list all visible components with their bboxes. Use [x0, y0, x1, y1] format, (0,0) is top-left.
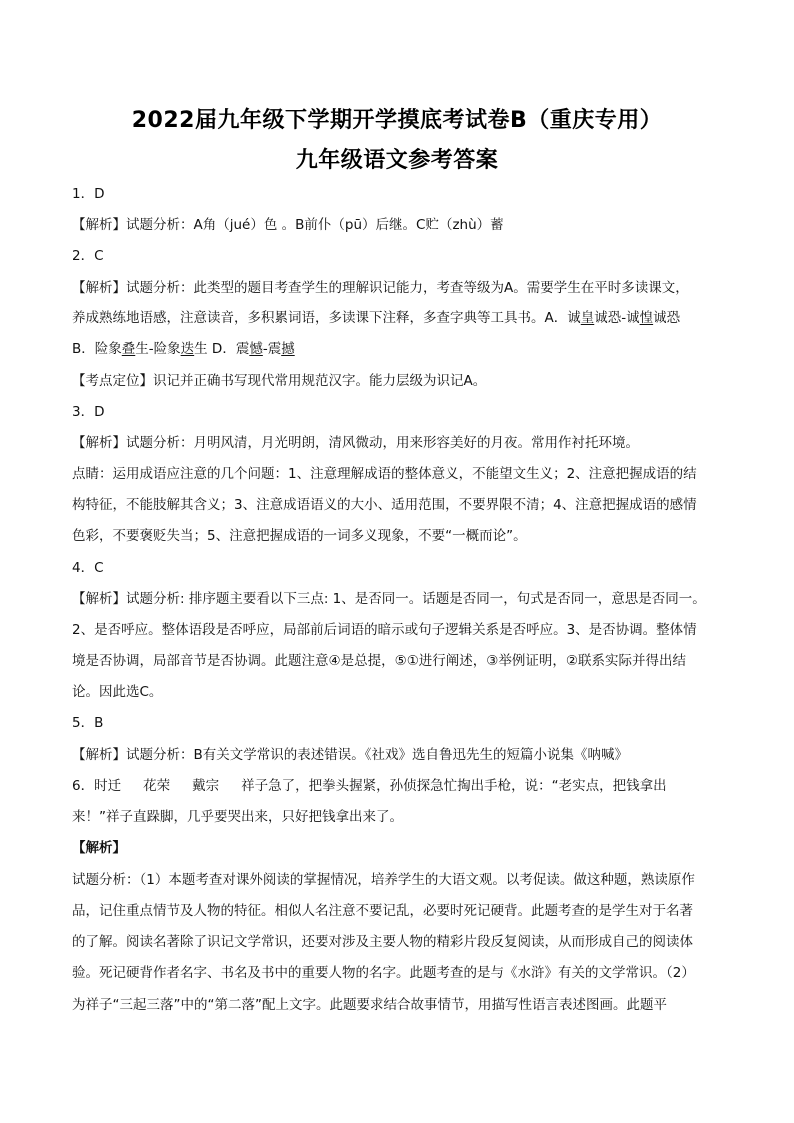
underlined-char: 迭 [180, 341, 195, 357]
underlined-char: 撼 [281, 341, 295, 357]
document-subtitle: 九年级语文参考答案 [295, 148, 499, 173]
analysis-tag: 【解析】 [72, 435, 126, 451]
text-run: 生 D．震 [194, 341, 250, 357]
q1-answer: 1．D [72, 186, 105, 202]
analysis-tag: 【解析】 [72, 591, 126, 607]
q3-note-line-2: 构特征，不能肢解其含义；3、注意成语语义的大小、适用范围，不要界限不清；4、注意把握成语的感情 [72, 497, 697, 513]
q2-analysis-line-3 [72, 339, 295, 359]
analysis-tag: 【解析】 [72, 280, 126, 296]
analysis-text: 试题分析：A角（jué）色 。B前仆（pū）后继。C贮（zhù）蓄 [126, 217, 504, 233]
analysis-text: 试题分析: 排序题主要看以下三点: 1、是否同一。话题是否同一，句式是否同一，意思是否同一。 [126, 591, 706, 607]
text-run: 养成熟练地语感，注意读音，多积累词语，多读课下注释，多查字典等工具书。A．诚 [72, 310, 581, 326]
q1-analysis [72, 215, 504, 235]
q6-analysis-tag: 【解析】 [72, 840, 126, 856]
point-text: 识记并正确书写现代常用规范汉字。能力层级为识记A。 [153, 373, 487, 389]
answer-item: 戴宗 [192, 778, 220, 794]
q3-answer: 3．D [72, 404, 105, 420]
q6-analysis-line-1: 试题分析：（1）本题考查对课外阅读的掌握情况，培养学生的大语文观。以考促读。做这种题，熟读原作 [72, 872, 695, 888]
q6-analysis-line-2: 品，记住重点情节及人物的特征。相似人名注意不要记乱，必要时死记硬背。此题考查的是学生对于名著 [72, 903, 693, 919]
answer-item: 花荣 [143, 778, 171, 794]
text-run: B．险象 [72, 341, 122, 357]
analysis-tag: 【解析】 [72, 747, 126, 763]
q2-analysis-line-1 [72, 278, 689, 298]
point-tag: 【考点定位】 [72, 373, 153, 389]
q4-analysis-line-4: 论。因此选C。 [72, 684, 163, 700]
q6-analysis-line-5: 为祥子“三起三落”中的“第二落”配上文字。此题要求结合故事情节，用描写性语言表述图画。此题平 [72, 997, 667, 1013]
text-run: 诚恐 [653, 310, 681, 326]
question-number: 6． [72, 778, 95, 794]
q3-note-line-1: 点睛：运用成语应注意的几个问题：1、注意理解成语的整体意义，不能望文生义；2、注意把握成语的结 [72, 466, 697, 482]
underlined-char: 憾 [249, 341, 263, 357]
q6-answer-line-2: 来！”祥子直跺脚，几乎要哭出来，只好把钱拿出来了。 [72, 809, 403, 825]
q3-note-line-3: 色彩，不要褒贬失当；5、注意把握成语的一词多义现象，不要“一概而论”。 [72, 528, 527, 544]
analysis-text: 试题分析：月明风清，月光明朗，清风微动，用来形容美好的月夜。常用作衬托环境。 [126, 435, 639, 451]
document-title: 2022届九年级下学期开学摸底考试卷B（重庆专用） [131, 108, 663, 133]
q6-answer-line-1 [72, 776, 667, 796]
text-run: 生-险象 [135, 341, 181, 357]
q2-analysis-line-2 [72, 308, 680, 328]
answer-item: 祥子急了，把拳头握紧，孙侦探急忙掏出手枪，说：“老实点，把钱拿出 [241, 778, 667, 794]
analysis-text: 试题分析：此类型的题目考查学生的理解识记能力，考查等级为A。需要学生在平时多读课文， [126, 280, 689, 296]
text-run: 诚恐-诚 [594, 310, 640, 326]
underlined-char: 皇 [580, 310, 595, 326]
analysis-text: 试题分析：B有关文学常识的表述错误。《社戏》选自鲁迅先生的短篇小说集《呐喊》 [126, 747, 629, 763]
q3-analysis [72, 433, 639, 453]
q2-point [72, 371, 486, 391]
q6-analysis-line-4: 验。死记硬背作者名字、书名及书中的重要人物的名字。此题考查的是与《水浒》有关的文学常识。（2） [72, 965, 695, 981]
q4-analysis-line-1 [72, 589, 706, 609]
q5-answer: 5．B [72, 715, 104, 731]
underlined-char: 惶 [639, 310, 654, 326]
text-run: -震 [262, 341, 282, 357]
underlined-char: 叠 [121, 341, 136, 357]
q2-answer: 2．C [72, 248, 104, 264]
q6-analysis-line-3: 的了解。阅读名著除了识记文学常识，还要对涉及主要人物的精彩片段反复阅读，从而形成自己的阅读体 [72, 934, 693, 950]
q4-analysis-line-3: 境是否协调，局部音节是否协调。此题注意④是总提，⑤①进行阐述，③举例证明，②联系实际并得出结 [72, 653, 687, 669]
q5-analysis [72, 745, 628, 765]
answer-item: 时迁 [94, 778, 122, 794]
q4-analysis-line-2: 2、是否呼应。整体语段是否呼应，局部前后词语的暗示或句子逻辑关系是否呼应。3、是否协调。整体情 [72, 622, 697, 638]
analysis-tag: 【解析】 [72, 217, 126, 233]
q4-answer: 4．C [72, 560, 104, 576]
